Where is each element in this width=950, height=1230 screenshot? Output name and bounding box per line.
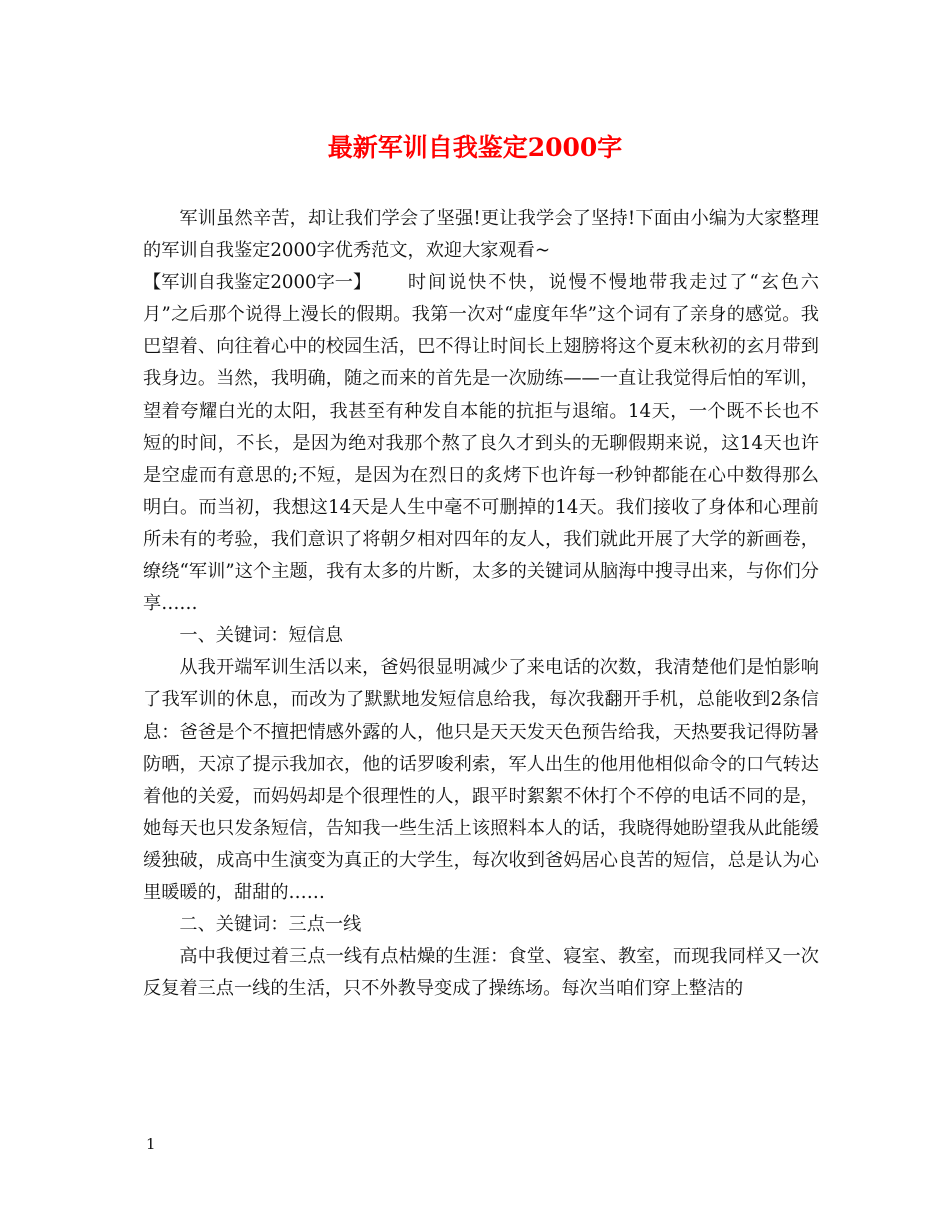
section-heading-2: 二、关键词：三点一线 [179, 914, 362, 936]
document-title: 最新军训自我鉴定2000字 [327, 133, 623, 162]
section-heading-1: 一、关键词：短信息 [179, 625, 344, 647]
section-paragraph-1: 从我开端军训生活以来，爸妈很显明减少了来电话的次数，我清楚他们是怕影响了我军训的休息，而改为了默默地发短信息给我，每次我翻开手机，总能收到2条信息：爸爸是个不擅把情感外露的人，他只是天天发天色预告给我，天热要我记得防暑防晒，天凉了提示我加衣，他的话罗唆利索，军人出生的他用他相似命令的口气转达着他的关爱，而妈妈却是个很理性的人，跟平时絮絮不休打个不停的电话不同的是，她每天也只发条短信，告知我一些生活上该照料本人的话，我晓得她盼望我从此能缓缓独破，成高中生演变为真正的大学生，每次收到爸妈居心良苦的短信，总是认为心里暖暖的，甜甜的…… [143, 657, 819, 903]
page-number: 1 [146, 1135, 156, 1153]
intro-paragraph: 军训虽然辛苦，却让我们学会了坚强!更让我学会了坚持!下面由小编为大家整理的军训自我鉴定2000字优秀范文，欢迎大家观看~ [143, 208, 819, 262]
essay-opening-text: 时间说快不快，说慢不慢地带我走过了“玄色六月”之后那个说得上漫长的假期。我第一次对“虚度年华”这个词有了亲身的感觉。我巴望着、向往着心中的校园生活，巴不得让时间长上翅膀将这个夏末秋初的玄月带到我身边。当然，我明确，随之而来的首先是一次励练——一直让我觉得后怕的军训，望着夸耀白光的太阳，我甚至有种发自本能的抗拒与退缩。14天，一个既不长也不短的时间，不长，是因为绝对我那个熬了良久才到头的无聊假期来说，这14天也许是空虚而有意思的;不短，是因为在烈日的炙烤下也许每一秒钟都能在心中数得那么明白。而当初，我想这14天是人生中毫不可删掉的14天。我们接收了身体和心理前所未有的考验，我们意识了将朝夕相对四年的友人，我们就此开展了大学的新画卷，缭绕“军训”这个主题，我有太多的片断，太多的关键词从脑海中搜寻出来，与你们分享…… [143, 272, 819, 615]
document-body [143, 203, 819, 1005]
section-paragraph-2: 高中我便过着三点一线有点枯燥的生涯：食堂、寝室、教室，而现我同样又一次反复着三点一线的生活，只不外教导变成了操练场。每次当咱们穿上整洁的 [143, 946, 819, 1000]
essay-first-paragraph [143, 267, 819, 620]
essay-section-tag: 【军训自我鉴定2000字一】 [143, 272, 372, 294]
